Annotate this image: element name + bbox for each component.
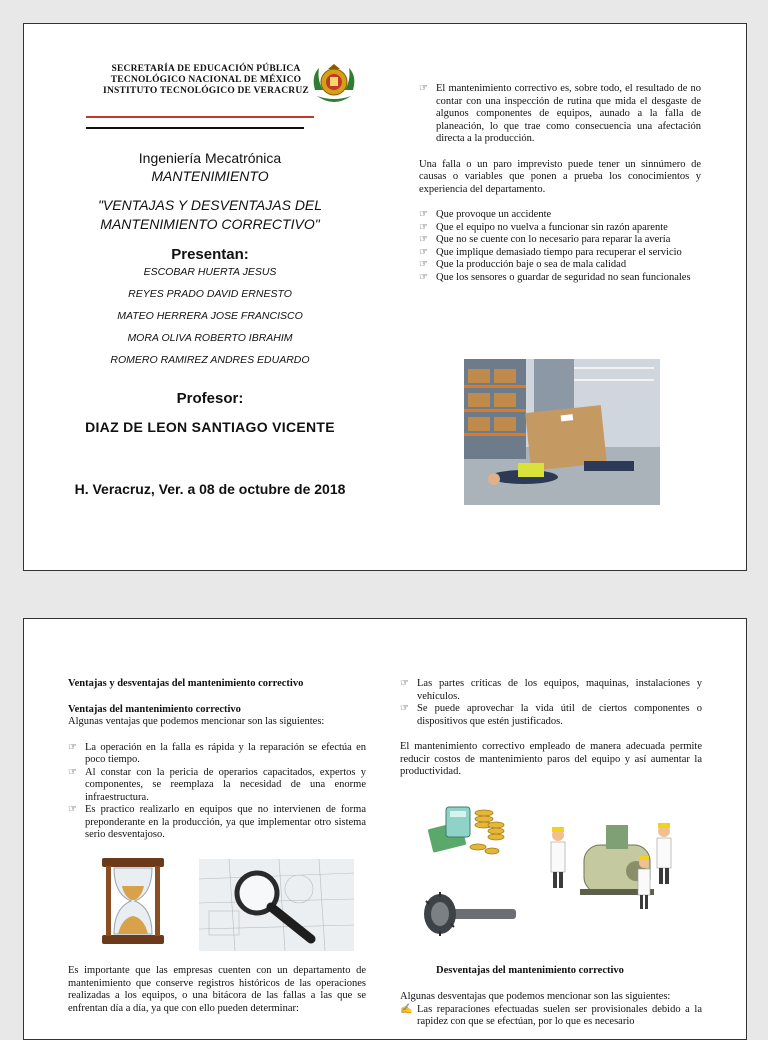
- list-item: ☞ Que la producción baje o sea de mala calidad: [419, 259, 627, 270]
- subsection-heading: Ventajas del mantenimiento correctivo: [68, 703, 241, 715]
- cover-page: [23, 23, 747, 571]
- paragraph: Una falla o un paro imprevisto puede tener un sinnúmero de causas o variables que ponen a prueba los conocimientos y experiencia del departamento.: [419, 158, 701, 195]
- hand-pointer-icon: ☞: [68, 741, 77, 753]
- subsection-heading: Desventajas del mantenimiento correctivo: [436, 965, 624, 976]
- student-name: REYES PRADO DAVID ERNESTO: [128, 288, 292, 300]
- magnifying-glass-image: [199, 859, 354, 951]
- career-name: Ingeniería Mecatrónica: [138, 150, 282, 166]
- paragraph: El mantenimiento correctivo empleado de manera adecuada permite reducir costos de mantenimiento paros del equipo y así aumentar la productividad.: [400, 741, 702, 777]
- hand-pointer-icon: ☞: [419, 246, 428, 258]
- institution-line: TECNOLÓGICO NACIONAL DE MÉXICO: [110, 75, 302, 85]
- hand-pointer-icon: ☞: [419, 259, 428, 270]
- student-name: MATEO HERRERA JOSE FRANCISCO: [117, 310, 303, 322]
- right-column: [419, 83, 701, 284]
- title-line: MANTENIMIENTO CORRECTIVO": [100, 216, 320, 232]
- gear-shaft-image: [416, 887, 520, 941]
- hand-pointer-icon: ☞: [419, 234, 428, 245]
- hand-pointer-icon: ☞: [419, 221, 428, 233]
- pen-bullet-icon: ✍: [400, 1003, 413, 1015]
- list-item: ☞ Se puede aprovechar la vida útil de ciertos componentes o dispositivos que estén justificados.: [400, 703, 702, 727]
- presentan-label: Presentan:: [171, 246, 249, 263]
- hand-pointer-icon: ☞: [419, 83, 428, 94]
- left-column: [68, 678, 366, 842]
- institution-line: SECRETARÍA DE EDUCACIÓN PÚBLICA: [111, 64, 301, 74]
- list-item: ☞ Las partes críticas de los equipos, maquinas, instalaciones y vehículos.: [400, 678, 702, 702]
- workers-machine-image: [544, 815, 680, 917]
- paragraph: Algunas ventajas que podemos mencionar son las siguientes:: [68, 716, 325, 727]
- student-name: ESCOBAR HUERTA JESUS: [143, 266, 277, 278]
- list-item: ☞ Es practico realizarlo en equipos que no intervienen de forma preponderante en la producción, ya que implementar otro sistema serio desventajoso.: [68, 804, 366, 840]
- right-column: [400, 678, 702, 779]
- hand-pointer-icon: ☞: [68, 804, 77, 815]
- list-item: ☞ El mantenimiento correctivo es, sobre todo, el resultado de no contar con una inspección de rutina que mida el desgaste de algunos componentes de equipos, aunado a la falla de planeación, lo que trae como consecuencia una afectación directa a la producción.: [419, 83, 701, 144]
- section-heading: Ventajas y desventajas del mantenimiento correctivo: [68, 678, 304, 689]
- document-title: [24, 196, 396, 234]
- student-name: MORA OLIVA ROBERTO IBRAHIM: [127, 332, 293, 344]
- hand-pointer-icon: ☞: [68, 766, 77, 778]
- list-item: ☞ La operación en la falla es rápida y la reparación se efectúa en poco tiempo.: [68, 741, 366, 765]
- institution-line: INSTITUTO TECNOLÓGICO DE VERACRUZ: [103, 86, 309, 96]
- list-item: ✍ Las reparaciones efectuadas suelen ser provisionales debido a la rapidez con que se efectúan, por lo que es necesario: [400, 1003, 702, 1027]
- paragraph: Algunas desventajas que podemos mencionar son las siguientes:: [400, 991, 671, 1002]
- warehouse-accident-image: [464, 359, 660, 505]
- hand-pointer-icon: ☞: [400, 678, 409, 689]
- paragraph: Es importante que las empresas cuenten con un departamento de mantenimiento que conserve registros históricos de las operaciones realizadas a los equipos, o una bitácora de las fallas a las que se enfrentan día a día, ya que con ello pueden determinar:: [68, 965, 366, 1014]
- list-item: ☞ Que implique demasiado tiempo para recuperar el servicio: [419, 246, 682, 258]
- hand-pointer-icon: ☞: [419, 271, 428, 283]
- hand-pointer-icon: ☞: [419, 209, 428, 220]
- list-item: ☞ Que el equipo no vuelva a funcionar sin razón aparente: [419, 221, 668, 233]
- institute-seal-logo: [309, 60, 359, 106]
- place-date: H. Veracruz, Ver. a 08 de octubre de 2018: [74, 481, 346, 497]
- hourglass-image: [96, 856, 170, 946]
- divider-black: [86, 127, 304, 129]
- list-item: ☞ Que provoque un accidente: [419, 209, 552, 220]
- divider-red: [86, 116, 314, 118]
- hand-pointer-icon: ☞: [400, 703, 409, 714]
- coins-calculator-image: [426, 795, 512, 861]
- profesor-label: Profesor:: [176, 390, 244, 407]
- content-page: [23, 618, 747, 1040]
- institution-header: [96, 64, 316, 97]
- subject-name: MANTENIMIENTO: [151, 168, 269, 184]
- list-item: ☞ Al constar con la pericia de operarios capacitados, expertos y componentes, se reemplaza la necesidad de una enorme infraestructura.: [68, 766, 366, 803]
- list-item: ☞ Que los sensores o guardar de seguridad no sean funcionales: [419, 271, 691, 283]
- disadvantages-block: [400, 991, 702, 1029]
- student-name: ROMERO RAMIREZ ANDRES EDUARDO: [110, 354, 310, 366]
- list-item: ☞ Que no se cuente con lo necesario para reparar la avería: [419, 234, 671, 245]
- profesor-name: DIAZ DE LEON SANTIAGO VICENTE: [85, 419, 335, 435]
- title-line: "VENTAJAS Y DESVENTAJAS DEL: [97, 197, 323, 213]
